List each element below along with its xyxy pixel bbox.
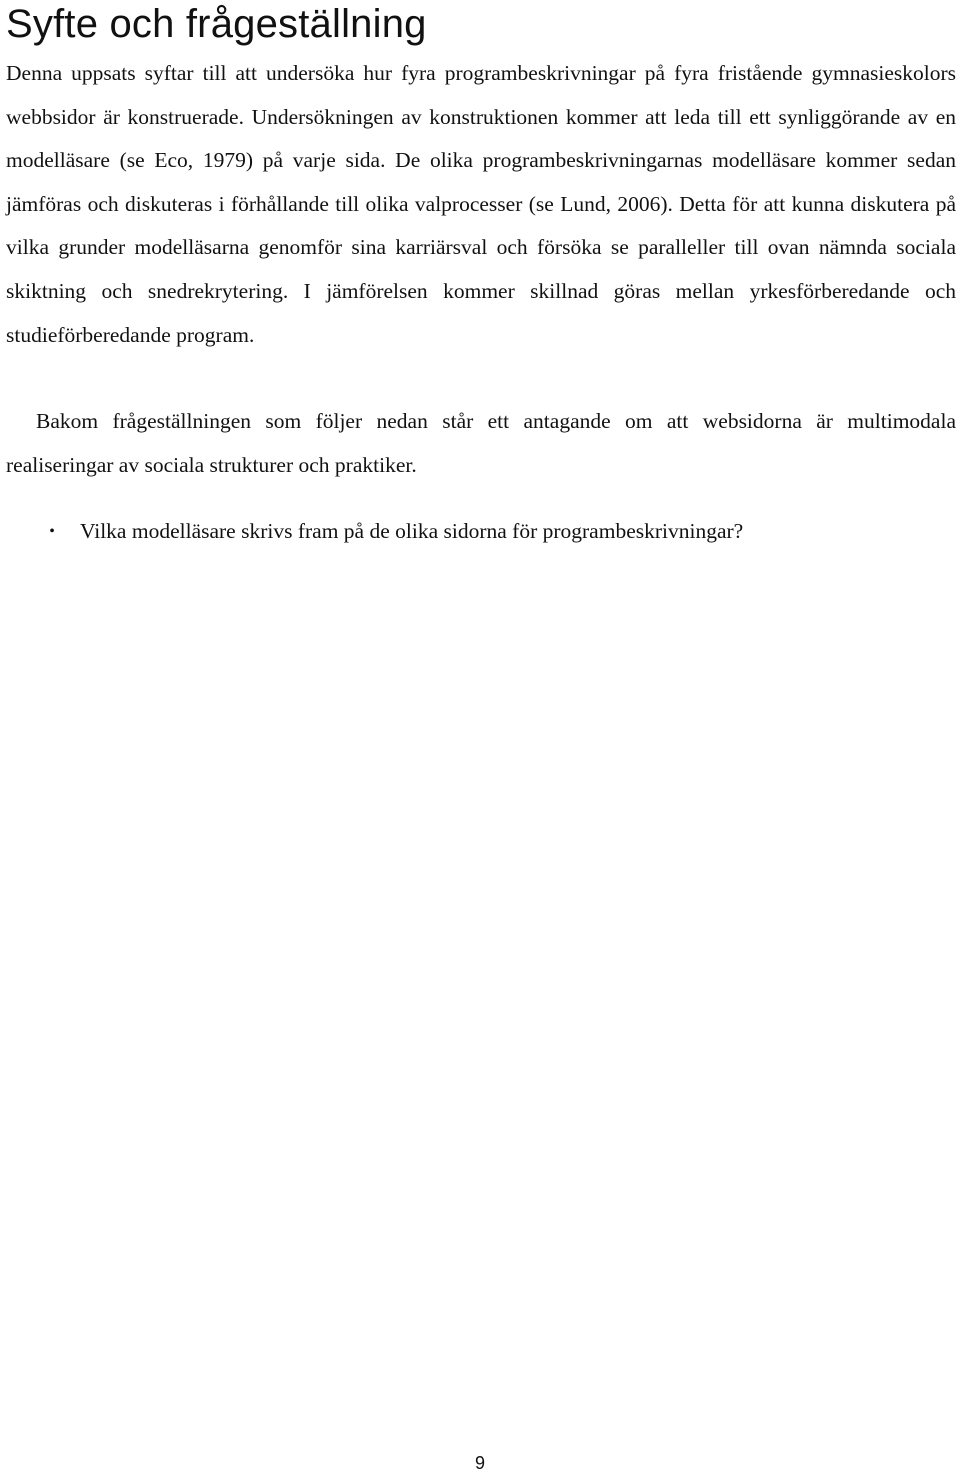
body-paragraph: Bakom frågeställningen som följer nedan står ett antagande om att websidorna är multimodala realiseringar av sociala strukturer och praktiker. — [6, 409, 956, 477]
body-paragraph: Denna uppsats syftar till att undersöka hur fyra programbeskrivningar på fyra fristående gymnasieskolors webbsidor är konstruerade. Undersökningen av konstruktionen kommer att leda till ett synliggörande av en modelläsare (se Eco, 1979) på varje sida. De olika programbeskrivningarnas modelläsare kommer sedan jämföras och diskuteras i förhållande till olika valprocesser (se Lund, 2006). Detta för att kunna diskutera på vilka grunder modelläsarna genomför sina karriärsval och försöka se paralleller till ovan nämnda sociala skiktning och snedrekrytering. I jämförelsen kommer skillnad göras mellan yrkesförberedande och studieförberedande program. — [6, 61, 956, 347]
research-question-list — [6, 510, 743, 554]
research-question-text: Vilka modelläsare skrivs fram på de olika sidorna för programbeskrivningar? — [80, 519, 744, 543]
bullet-icon: • — [49, 523, 55, 540]
section-heading: Syfte och frågeställning — [6, 2, 427, 46]
list-item — [6, 510, 743, 554]
page-number: 9 — [474, 1453, 485, 1473]
